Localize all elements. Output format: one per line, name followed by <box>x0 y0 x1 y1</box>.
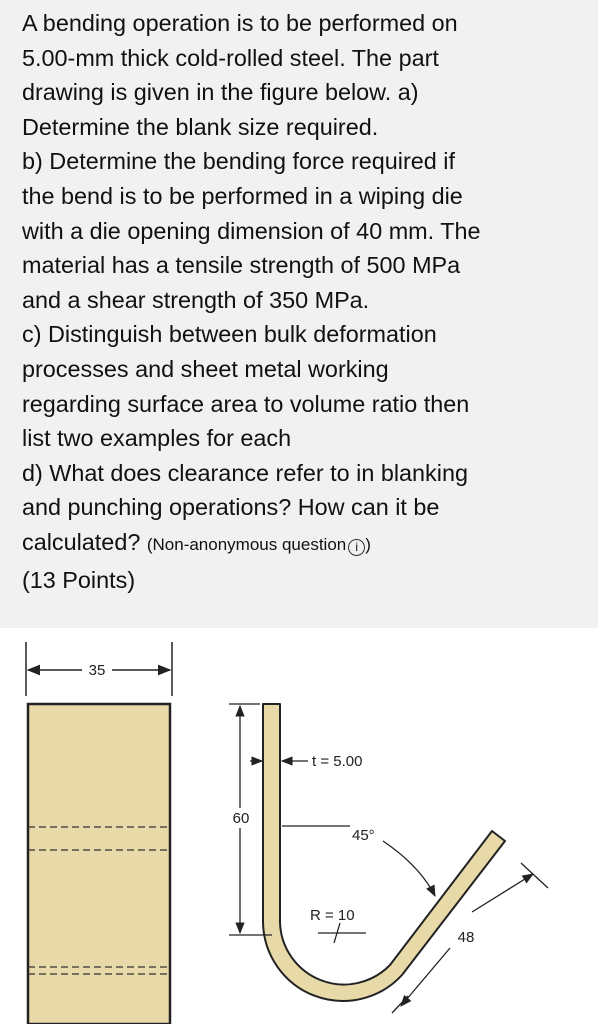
leg-ext-bottom <box>392 996 408 1013</box>
leg-ext-top <box>521 863 548 888</box>
question-line: regarding surface area to volume ratio then <box>22 390 470 417</box>
question-line: c) Distinguish between bulk deformation <box>22 321 437 348</box>
blank-width-label: 35 <box>88 662 106 679</box>
tag-close: ) <box>365 534 371 554</box>
leg-label: 48 <box>457 929 475 946</box>
blank-view <box>26 642 172 1024</box>
points-label: (13 Points) <box>22 566 136 593</box>
formed-part-view <box>229 704 548 1013</box>
question-line: b) Determine the bending force required if <box>22 148 455 175</box>
question-line: processes and sheet metal working <box>22 355 389 382</box>
non-anonymous-tag: (Non-anonymous question <box>146 534 347 554</box>
question-line: 5.00-mm thick cold-rolled steel. The part <box>22 44 439 71</box>
question-last-text: calculated? <box>22 528 141 555</box>
question-line: drawing is given in the figure below. a) <box>22 79 419 106</box>
thickness-label: t = 5.00 <box>312 753 363 770</box>
question-text <box>22 6 592 597</box>
part-drawing-svg <box>0 630 603 1024</box>
question-line: d) What does clearance refer to in blanking <box>22 459 468 486</box>
question-line: material has a tensile strength of 500 MPa <box>22 252 461 279</box>
blank-rect <box>28 704 170 1024</box>
question-line: and a shear strength of 350 MPa. <box>22 286 370 313</box>
question-line: with a die opening dimension of 40 mm. The <box>22 217 481 244</box>
height-label: 60 <box>232 810 250 827</box>
info-icon[interactable]: i <box>348 539 365 556</box>
question-line: A bending operation is to be performed on <box>22 10 458 36</box>
angle-label: 45° <box>352 827 375 844</box>
question-line: the bend is to be performed in a wiping die <box>22 182 463 209</box>
leg-dim-up <box>472 874 533 912</box>
radius-label: R = 10 <box>310 907 355 924</box>
part-drawing <box>0 630 603 1024</box>
question-line: Determine the blank size required. <box>22 113 379 140</box>
angle-arc <box>383 841 435 896</box>
question-last-line <box>22 525 592 563</box>
formed-part <box>263 704 505 1001</box>
question-line: and punching operations? How can it be <box>22 494 440 521</box>
question-line: list two examples for each <box>22 425 292 452</box>
